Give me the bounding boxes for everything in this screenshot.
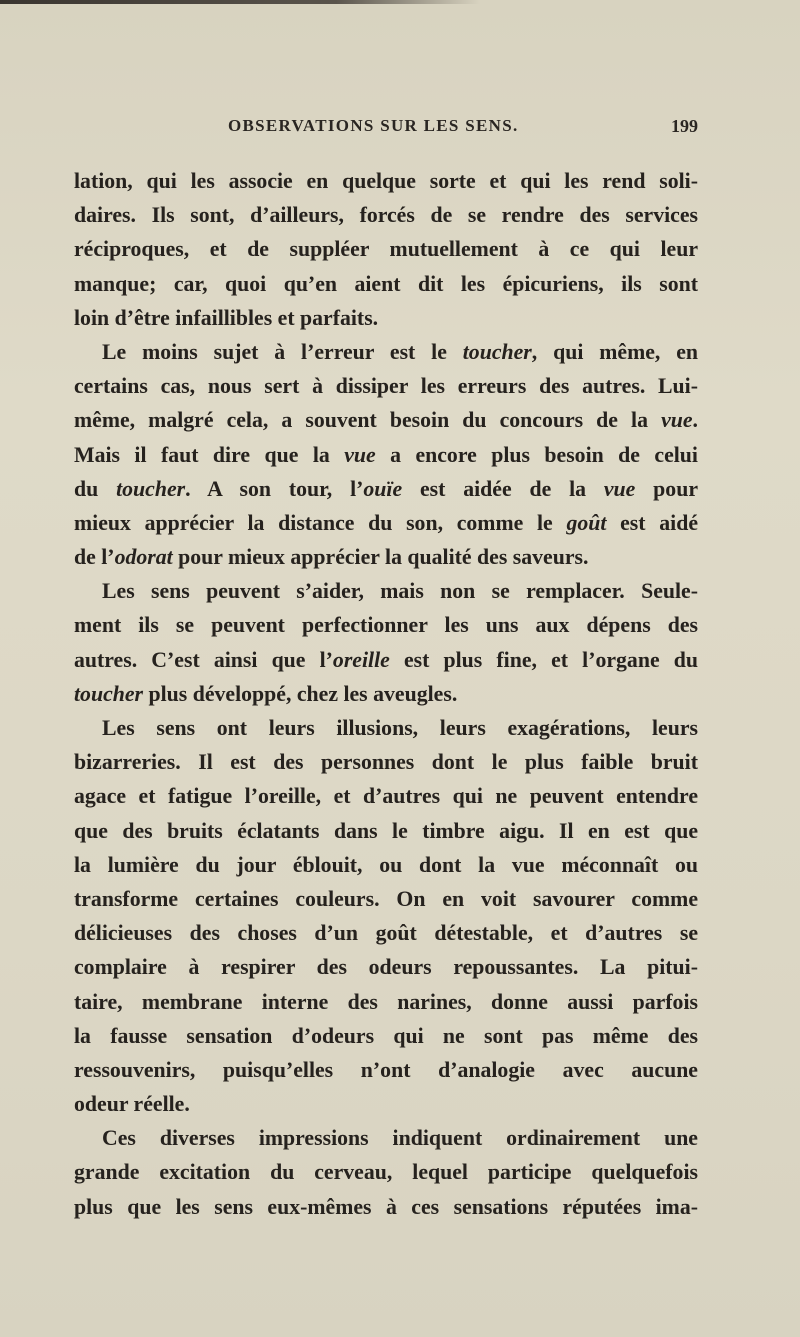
text-run: a encore plus besoin de celui [375, 442, 698, 467]
page-edge-shadow [0, 0, 480, 4]
text-run: manque; car, quoi qu’en aient dit les épicuriens, ils sont [74, 271, 698, 296]
italic-word: odorat [114, 545, 173, 570]
text-run: pour [635, 476, 698, 501]
text-run: odeur réelle. [74, 1092, 190, 1117]
italic-word: ouïe [363, 476, 403, 501]
italic-word: oreille [332, 647, 390, 672]
text-run: grande excitation du cerveau, lequel participe quelquefois [74, 1160, 698, 1185]
running-title: OBSERVATIONS SUR LES SENS. [228, 116, 519, 135]
italic-word: toucher [74, 681, 144, 706]
text-run: plus développé, chez les aveugles. [143, 681, 458, 706]
text-run: du [74, 476, 117, 501]
text-line [74, 848, 698, 882]
text-run: est plus fine, et l’organe du [389, 647, 698, 672]
text-line [74, 814, 698, 848]
text-run: délicieuses des choses d’un goût détestable, et d’autres se [74, 921, 698, 946]
text-line [74, 1155, 698, 1189]
text-line [74, 916, 698, 950]
text-run: agace et fatigue l’oreille, et d’autres qui ne peuvent entendre [74, 784, 698, 809]
text-line [74, 403, 698, 437]
italic-word: vue [661, 408, 693, 433]
text-line [74, 677, 698, 711]
text-line [74, 711, 698, 745]
text-run: . A son tour, l’ [185, 476, 364, 501]
text-line [74, 882, 698, 916]
text-line [74, 198, 698, 232]
text-line [74, 1121, 698, 1155]
body-text [74, 164, 698, 1224]
text-line [74, 1190, 698, 1224]
text-run: autres. C’est ainsi que l’ [74, 647, 333, 672]
italic-word: vue [344, 442, 376, 467]
text-run: ressouvenirs, puisqu’elles n’ont d’analogie avec aucune [74, 1057, 698, 1082]
text-line [74, 267, 698, 301]
text-line [74, 1053, 698, 1087]
text-run: de l’ [74, 545, 115, 570]
text-line [74, 232, 698, 266]
text-line [74, 301, 698, 335]
text-line [74, 574, 698, 608]
text-run: que des bruits éclatants dans le timbre aigu. Il en est que [74, 818, 698, 843]
text-run: bizarreries. Il est des personnes dont le plus faible bruit [74, 750, 698, 775]
text-line [74, 985, 698, 1019]
text-run: Les sens peuvent s’aider, mais non se remplacer. Seule- [102, 579, 698, 604]
text-run: la lumière du jour éblouit, ou dont la vue méconnaît ou [74, 852, 698, 877]
text-run: la fausse sensation d’odeurs qui ne sont pas même des [74, 1023, 698, 1048]
text-line [74, 540, 698, 574]
text-run: Mais il faut dire que la [74, 442, 345, 467]
text-run: ment ils se peuvent perfectionner les uns aux dépens des [74, 613, 698, 638]
text-line [74, 1087, 698, 1121]
text-line [74, 950, 698, 984]
text-run: même, malgré cela, a souvent besoin du concours de la [74, 408, 662, 433]
text-line [74, 472, 698, 506]
page-number: 199 [671, 116, 698, 136]
text-run: est aidé [606, 510, 698, 535]
text-line [74, 779, 698, 813]
text-run: . [692, 408, 698, 433]
italic-word: toucher [116, 476, 186, 501]
text-line [74, 438, 698, 472]
text-run: lation, qui les associe en quelque sorte et qui les rend soli- [74, 169, 698, 193]
text-run: loin d’être infaillibles et parfaits. [74, 305, 379, 330]
text-line [74, 506, 698, 540]
text-line [74, 335, 698, 369]
text-run: pour mieux apprécier la qualité des saveurs. [172, 545, 589, 570]
text-run: taire, membrane interne des narines, donne aussi parfois [74, 989, 698, 1014]
text-run: est aidée de la [402, 476, 604, 501]
text-line [74, 745, 698, 779]
text-run: certains cas, nous sert à dissiper les erreurs des autres. Lui- [74, 374, 698, 399]
text-run: Les sens ont leurs illusions, leurs exagérations, leurs [102, 716, 698, 740]
text-run: Ces diverses impressions indiquent ordinairement une [102, 1126, 698, 1151]
text-line [74, 608, 698, 642]
text-run: transforme certaines couleurs. On en voit savourer comme [74, 886, 698, 911]
running-header [74, 116, 698, 140]
text-line [74, 1019, 698, 1053]
italic-word: toucher [462, 339, 532, 364]
italic-word: vue [603, 476, 636, 501]
text-run: mieux apprécier la distance du son, comme le [74, 510, 567, 535]
text-run: Le moins sujet à l’erreur est le [102, 339, 463, 364]
italic-word: goût [566, 510, 607, 535]
text-line [74, 643, 698, 677]
text-line [74, 369, 698, 403]
text-line [74, 164, 698, 198]
text-run: plus que les sens eux-mêmes à ces sensations réputées ima- [74, 1194, 698, 1219]
text-run: , qui même, en [531, 339, 698, 364]
text-run: daires. Ils sont, d’ailleurs, forcés de se rendre des services [74, 203, 698, 228]
text-run: complaire à respirer des odeurs repoussantes. La pitui- [74, 955, 698, 980]
text-run: réciproques, et de suppléer mutuellement à ce qui leur [74, 237, 698, 262]
